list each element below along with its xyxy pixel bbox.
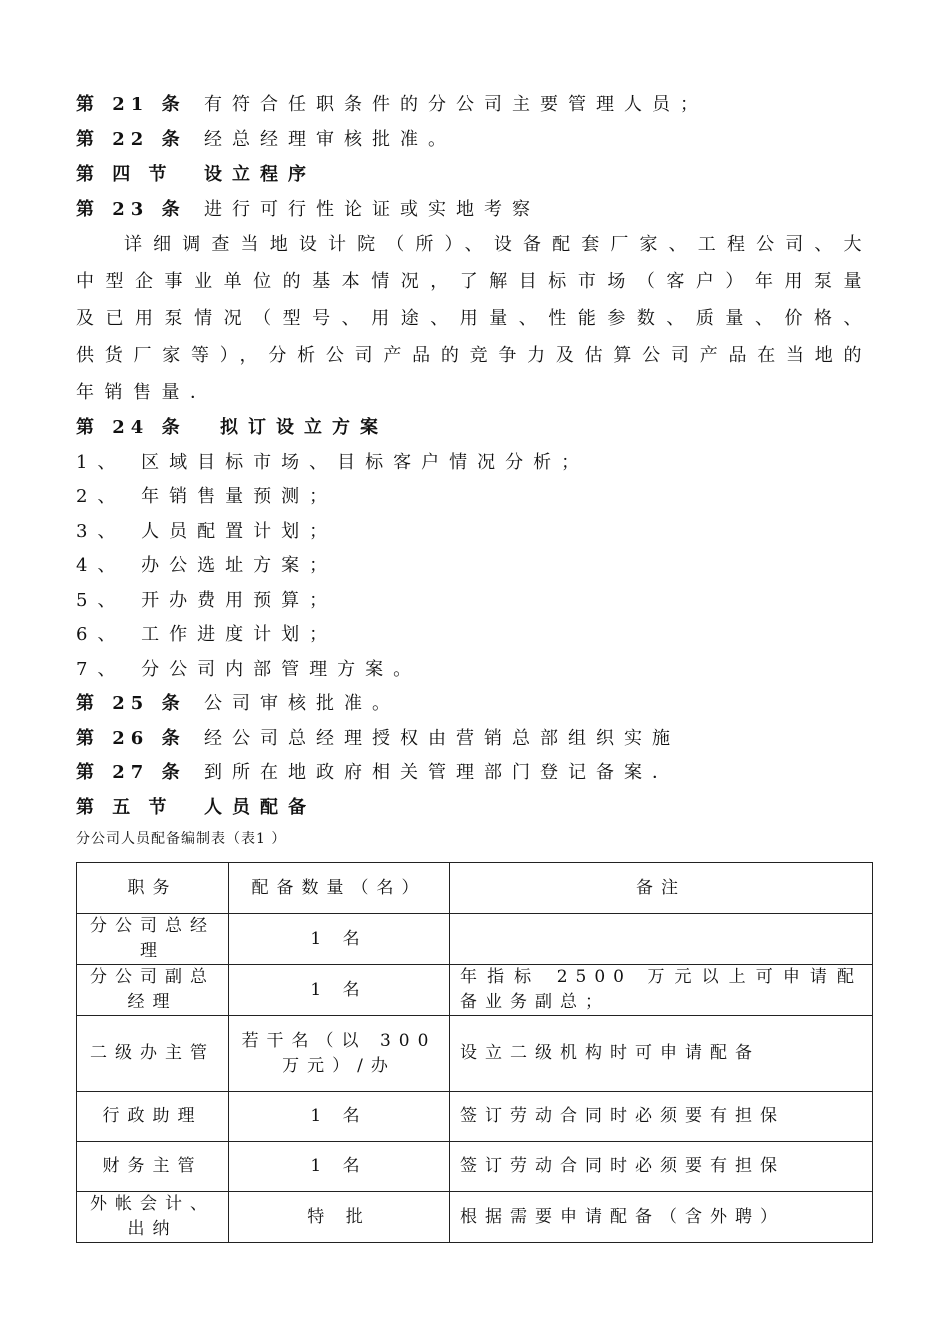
section-title: 人员配备 bbox=[204, 797, 316, 818]
plan-item: 6、 工作进度计划； bbox=[76, 624, 338, 645]
article-label: 第 22 条 bbox=[76, 129, 186, 150]
table-row bbox=[77, 965, 873, 1016]
section-label: 第 四 节 bbox=[76, 164, 173, 185]
cell-note: 根据需要申请配备（含外聘） bbox=[450, 1192, 873, 1243]
section-5-heading bbox=[76, 795, 876, 821]
article-23 bbox=[76, 197, 876, 223]
article-label: 第 26 条 bbox=[76, 728, 186, 749]
plan-item: 7、 分公司内部管理方案。 bbox=[76, 659, 422, 680]
plan-item: 4、 办公选址方案； bbox=[76, 555, 338, 576]
cell-quantity: 1 名 bbox=[229, 914, 450, 965]
article-label: 第 21 条 bbox=[76, 94, 186, 115]
cell-quantity: 若干名（以 300万元）/办 bbox=[229, 1016, 450, 1092]
cell-role: 行政助理 bbox=[77, 1092, 229, 1142]
header-role: 职务 bbox=[77, 863, 229, 914]
header-quantity: 配备数量（名） bbox=[229, 863, 450, 914]
article-text: 经总经理审核批准。 bbox=[204, 129, 456, 150]
cell-role: 财务主管 bbox=[77, 1142, 229, 1192]
cell-role: 外帐会计、出纳 bbox=[77, 1192, 229, 1243]
section-4-heading bbox=[76, 162, 876, 188]
article-text: 到所在地政府相关管理部门登记备案． bbox=[204, 762, 680, 783]
cell-role: 分公司副总经理 bbox=[77, 965, 229, 1016]
section-label: 第 五 节 bbox=[76, 797, 173, 818]
cell-quantity: 1 名 bbox=[229, 965, 450, 1016]
header-note: 备注 bbox=[450, 863, 873, 914]
cell-quantity: 1 名 bbox=[229, 1092, 450, 1142]
cell-quantity: 特 批 bbox=[229, 1192, 450, 1243]
article-21 bbox=[76, 92, 876, 118]
article-22 bbox=[76, 127, 876, 153]
article-label: 第 24 条 bbox=[76, 417, 186, 438]
article-title: 拟订设立方案 bbox=[220, 417, 388, 438]
article-text: 进行可行性论证或实地考察 bbox=[204, 199, 540, 220]
plan-item: 1、 区域目标市场、目标客户情况分析； bbox=[76, 452, 590, 473]
article-text: 有符合任职条件的分公司主要管理人员； bbox=[204, 94, 708, 115]
cell-note: 签订劳动合同时必须要有担保 bbox=[450, 1092, 873, 1142]
article-label: 第 23 条 bbox=[76, 199, 186, 220]
cell-quantity: 1 名 bbox=[229, 1142, 450, 1192]
table-row bbox=[77, 1016, 873, 1092]
article-label: 第 25 条 bbox=[76, 693, 186, 714]
cell-note: 年指标 2500 万元以上可申请配备业务副总； bbox=[450, 965, 873, 1016]
table-header-row bbox=[77, 863, 873, 914]
table-row bbox=[77, 914, 873, 965]
table-row bbox=[77, 1192, 873, 1243]
cell-note bbox=[450, 914, 873, 965]
cell-role: 分公司总经理 bbox=[77, 914, 229, 965]
table-row bbox=[77, 1092, 873, 1142]
plan-item: 2、 年销售量预测； bbox=[76, 486, 338, 507]
plan-item: 5、 开办费用预算； bbox=[76, 590, 338, 611]
article-25 bbox=[76, 691, 876, 717]
table-caption: 分公司人员配备编制表（表1 ） bbox=[76, 831, 287, 847]
plan-item: 3、 人员配置计划； bbox=[76, 521, 338, 542]
article-26 bbox=[76, 726, 876, 752]
article-label: 第 27 条 bbox=[76, 762, 186, 783]
cell-role: 二级办主管 bbox=[77, 1016, 229, 1092]
section-title: 设立程序 bbox=[204, 164, 316, 185]
article-24 bbox=[76, 415, 876, 441]
cell-note: 设立二级机构时可申请配备 bbox=[450, 1016, 873, 1092]
article-text: 公司审核批准。 bbox=[204, 693, 400, 714]
table-row bbox=[77, 1142, 873, 1192]
article-text: 经公司总经理授权由营销总部组织实施 bbox=[204, 728, 680, 749]
article-23-body: 详细调查当地设计院（所）、设备配套厂家、工程公司、大中型企事业单位的基本情况，了解目标市场（客户）年用泵量及已用泵情况（型号、用途、用量、性能参数、质量、价格、供货厂家等），分析公司产品的竞争力及估算公司产品在当地的年销售量． bbox=[76, 234, 872, 403]
cell-note: 签订劳动合同时必须要有担保 bbox=[450, 1142, 873, 1192]
article-27 bbox=[76, 760, 876, 786]
staffing-table bbox=[76, 862, 873, 1243]
